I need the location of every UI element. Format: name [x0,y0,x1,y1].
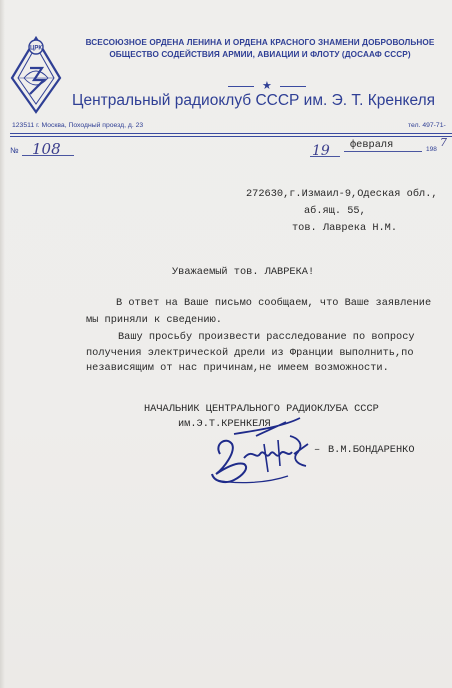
number-label: № [10,146,19,155]
org-name-line1: ВСЕСОЮЗНОЕ ОРДЕНА ЛЕНИНА И ОРДЕНА КРАСНОГО ЗНАМЕНИ ДОБРОВОЛЬНОЕ [85,38,435,47]
year-prefix: 198 [426,146,437,153]
header-rule-top [10,133,452,134]
letter-day: 19 [312,143,330,159]
letter-number: 108 [32,140,61,158]
letter-month: февраля [350,139,394,151]
body-p2-line1: Вашу просьбу произвести расследование по вопросу [118,331,415,343]
body-p1-line1: В ответ на Ваше письмо сообщаем, что Ваше заявление [116,297,432,309]
header-rule-bottom [10,136,452,137]
page-edge-shadow [0,0,5,688]
recipient-line-2: аб.ящ. 55, [304,205,366,217]
body-p2-line3: независящим от нас причинам,не имеем возможности. [86,362,389,374]
month-blank [344,151,422,152]
club-name: Центральный радиоклуб СССР им. Э. Т. Кренкеля [72,92,436,109]
star-divider [228,80,308,92]
club-phone: тел. 497-71- [408,122,446,129]
star-icon: ★ [262,79,272,92]
year-suffix: 7 [440,136,447,149]
emblem-text: ЦРК [29,45,43,52]
body-p1-line2: мы приняли к сведению. [86,314,222,326]
signatory-name: В.М.БОНДАРЕНКО [328,444,415,456]
body-p2-line2: получения электрической дрели из Франции выполнить,по [86,347,414,359]
salutation: Уважаемый тов. ЛАВРЕКА! [172,266,315,278]
dosaaf-emblem-icon [8,34,64,114]
handwritten-signature [204,414,324,494]
recipient-line-1: 272630,г.Измаил-9,Одеская обл., [246,188,438,200]
signatory-title-line2: им.Э.Т.КРЕНКЕЛЯ [178,418,271,430]
org-name-line2: ОБЩЕСТВО СОДЕЙСТВИЯ АРМИИ, АВИАЦИИ И ФЛОТУ (ДОСААФ СССР) [109,50,411,59]
recipient-line-3: тов. Лаврека Н.М. [292,222,398,234]
signatory-title-line1: НАЧАЛЬНИК ЦЕНТРАЛЬНОГО РАДИОКЛУБА СССР [144,403,379,415]
club-address: 123511 г. Москва, Походный проезд, д. 23 [12,122,144,129]
signature-dash: – [314,444,321,456]
